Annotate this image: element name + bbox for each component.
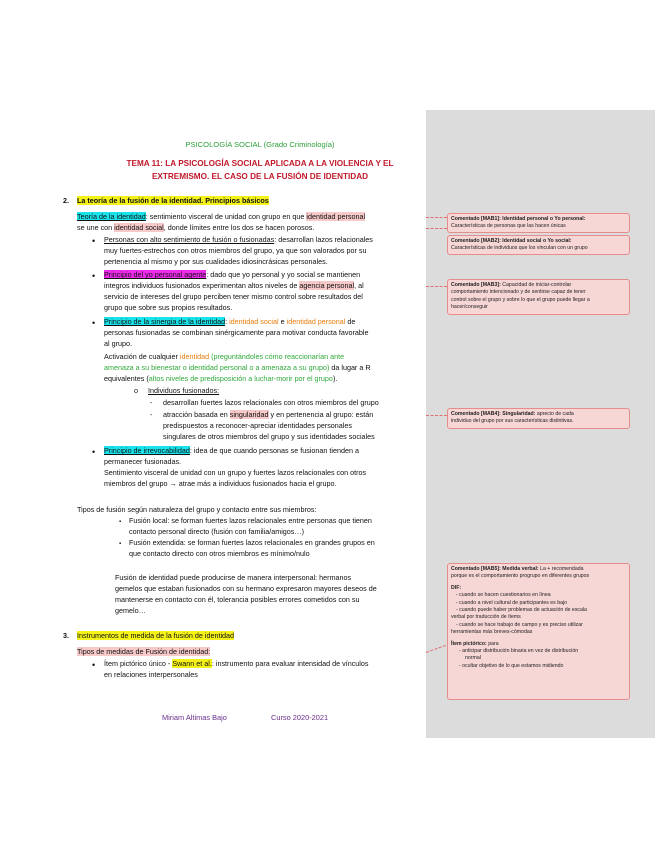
dif-item: - cuando puede haber problemas de actuación de escala (456, 607, 587, 614)
comment-body: control sobre el grupo y sobre lo que el grupo puede llegar a (451, 296, 590, 303)
irrevocability-line2: permanecer fusionadas. (104, 457, 182, 466)
section2-number: 2. (63, 196, 69, 205)
fused-individuals-d2-line2: predispuestos a reconocer-apreciar identidades personales (163, 421, 352, 430)
fused-persons-line2: muy fuertes-estrechos con otros miembros del grupo, ya que son valorados por su (104, 246, 367, 255)
agent-principle-line2: integros individuos fusionados experimentan altos niveles de agencia personal, al (104, 281, 364, 290)
comment-body: porque es el comportamiento progrupo en diferentes grupos (451, 573, 590, 580)
dif-item: - cuando a nivel cultural de participantes es bajo (456, 599, 568, 606)
section3-title: Instrumentos de medida de la fusión de identidad (77, 631, 235, 640)
pictorial-item: - anticipar distribución binaria en vez de distribución (459, 648, 579, 655)
theory-line1: Teoría de la identidad: sentimiento visceral de unidad con grupo en que identidad personal (77, 212, 366, 221)
agent-principle-line3: servicio de intereses del grupo perciben tener mismo control sobre resultados del (104, 292, 363, 301)
comment-body: comportamiento intencionado y de sentirse capaz de tener (451, 289, 586, 296)
local-fusion-line1: Fusión local: se forman fuertes lazos relacionales entre personas que tienen (129, 516, 372, 525)
square-bullet: ▪ (119, 519, 122, 525)
comment-label: Comentado [MAB5]: Medida verbal: La + recomendada (451, 566, 584, 572)
section3-number: 3. (63, 631, 69, 640)
comment-label: Comentado [MAB4]: Singularidad: aprecio de cada (451, 411, 574, 417)
activation-line1: Activación de cualquier identidad (preguntándoles cómo reaccionarían ante (104, 352, 345, 361)
comment-mab5[interactable] (447, 563, 630, 700)
dash: - (150, 398, 153, 407)
comment-label: Comentado [MAB3]: Capacidad de iniciar-controlar (451, 282, 572, 288)
dif-item: - cuando se hace trabajo de campo y es preciso utilizar (456, 621, 583, 628)
agent-principle-line1: Principio del yo personal agente: dado que yo personal y yo social se mantienen (104, 270, 361, 279)
pictorial-item: - ocultar objetivo de lo que estamos midiendo (459, 662, 564, 669)
extended-fusion-line1: Fusión extendida: se forman fuertes lazos relacionales en grandes grupos en (129, 538, 375, 547)
irrevocability-line4: miembros del grupo → atrae más a individuos fusionados hacia el grupo. (104, 479, 337, 488)
interpersonal-line1: Fusión de identidad puede producirse de manera interpersonal: hermanos (115, 573, 352, 582)
comment-body: Características de personas que las hacen únicas (451, 223, 566, 230)
comment-body: hacer/conseguir (451, 304, 488, 311)
fused-persons-line3: pertenencia al mismo y por sus cualidades idiosincrásicas personales. (104, 257, 328, 266)
synergy-principle-line2: personas fusionadas se combinan sinérgicamente para motivar conducta favorable (104, 328, 369, 337)
bullet-dot: • (92, 660, 96, 670)
fused-persons-line1: Personas con alto sentimiento de fusión o fusionadas: desarrollan lazos relacionales (104, 235, 373, 244)
interpersonal-line3: mantenerse en contacto con él, tolerancia posibles errores cometidos con su (115, 595, 360, 604)
square-bullet: ▪ (119, 541, 122, 547)
comment-label: Comentado [MAB1]: Identidad personal o Yo personal: (451, 216, 586, 222)
dif-item: herramientas más breves-cómodas (451, 629, 533, 636)
comment-mab4[interactable] (447, 408, 630, 429)
fused-individuals-title: Individuos fusionados: (148, 386, 220, 395)
synergy-principle-line1: Principio de la sinergia de la identidad: identidad social e identidad personal de (104, 317, 356, 326)
comment-connector (426, 286, 447, 287)
bullet-dot: • (92, 318, 96, 328)
topic-title-line1: TEMA 11: LA PSICOLOGÍA SOCIAL APLICADA A LA VIOLENCIA Y EL (126, 159, 394, 168)
pictorial-item-line1: Ítem pictórico único - Swann et al.: instrumento para evaluar intensidad de vínculos (104, 659, 369, 668)
irrevocability-line3: Sentimiento visceral de unidad con un grupo y fuertes lazos relacionales con otros (104, 468, 367, 477)
comment-label: Comentado [MAB2]: Identidad social o Yo social: (451, 238, 572, 244)
footer-author: Miriam Altimas Bajo (162, 713, 227, 722)
course-header: PSICOLOGÍA SOCIAL (Grado Criminología) (185, 140, 335, 149)
bullet-dot: • (92, 447, 96, 457)
pictorial-title: Ítem pictórico: para (451, 640, 499, 647)
activation-line3: equivalentes (altos niveles de predisposición a luchar-morir por el grupo). (104, 374, 338, 383)
activation-line2: amenaza a su bienestar o identidad personal o a amenaza a su grupo) da lugar a R (104, 363, 371, 372)
interpersonal-line4: gemelo… (115, 606, 146, 615)
agent-principle-line4: grupo que sobre sus propios resultados. (104, 303, 233, 312)
pictorial-item: normal (465, 655, 481, 662)
dif-title: DIF: (451, 584, 462, 591)
irrevocability-line1: Principio de irrevocabilidad: idea de que cuando personas se fusionan tienden a (104, 446, 359, 455)
fused-individuals-d2-line3: singulares de otros miembros del grupo y sus identidades sociales (163, 432, 375, 441)
comment-mab2[interactable] (447, 235, 630, 255)
bullet-dot: • (92, 271, 96, 281)
bullet-dot: • (92, 236, 96, 246)
fused-individuals-d2-line1: atracción basada en singularidad y en pertenencia al grupo: están (163, 410, 374, 419)
synergy-principle-line3: al grupo. (104, 339, 132, 348)
comment-connector (426, 228, 447, 229)
extended-fusion-line2: que contacto directo con otros miembros es mínimo/nulo (129, 549, 310, 558)
sub-bullet-marker: o (134, 386, 138, 395)
dash: - (150, 410, 153, 419)
comment-body: individuo del grupo por sus características distintivas. (451, 418, 574, 425)
pictorial-item-line2: en relaciones interpersonales (104, 670, 198, 679)
dif-item: verbal por traducción de ítems (451, 614, 521, 621)
dif-item: - cuando se hacen cuestionarios en línea (456, 592, 551, 599)
local-fusion-line2: contacto personal directo (fusión con familia/amigos…) (129, 527, 304, 536)
fusion-types-title: Tipos de fusión según naturaleza del grupo y contacto entre sus miembros: (77, 505, 317, 514)
footer-course-year: Curso 2020-2021 (271, 713, 329, 722)
fused-individuals-d1: desarrollan fuertes lazos relacionales con otros miembros del grupo (163, 398, 379, 407)
interpersonal-line2: gemelos que estaban fusionados con su hermano expresaron mayores deseos de (115, 584, 377, 593)
section2-title: La teoría de la fusión de la identidad. Principios básicos (77, 196, 269, 205)
comment-mab3[interactable] (447, 279, 630, 315)
theory-line2: se une con identidad social, donde límites entre los dos se hacen porosos. (77, 223, 315, 232)
comment-connector (426, 217, 447, 218)
topic-title-line2: EXTREMISMO. EL CASO DE LA FUSIÓN DE IDENTIDAD (151, 172, 369, 181)
comment-mab1[interactable] (447, 213, 630, 233)
comment-body: Características de individuos que los vinculan con un grupo (451, 245, 588, 252)
comment-connector (426, 415, 447, 416)
measure-types-title: Tipos de medidas de Fusión de identidad: (77, 647, 211, 656)
